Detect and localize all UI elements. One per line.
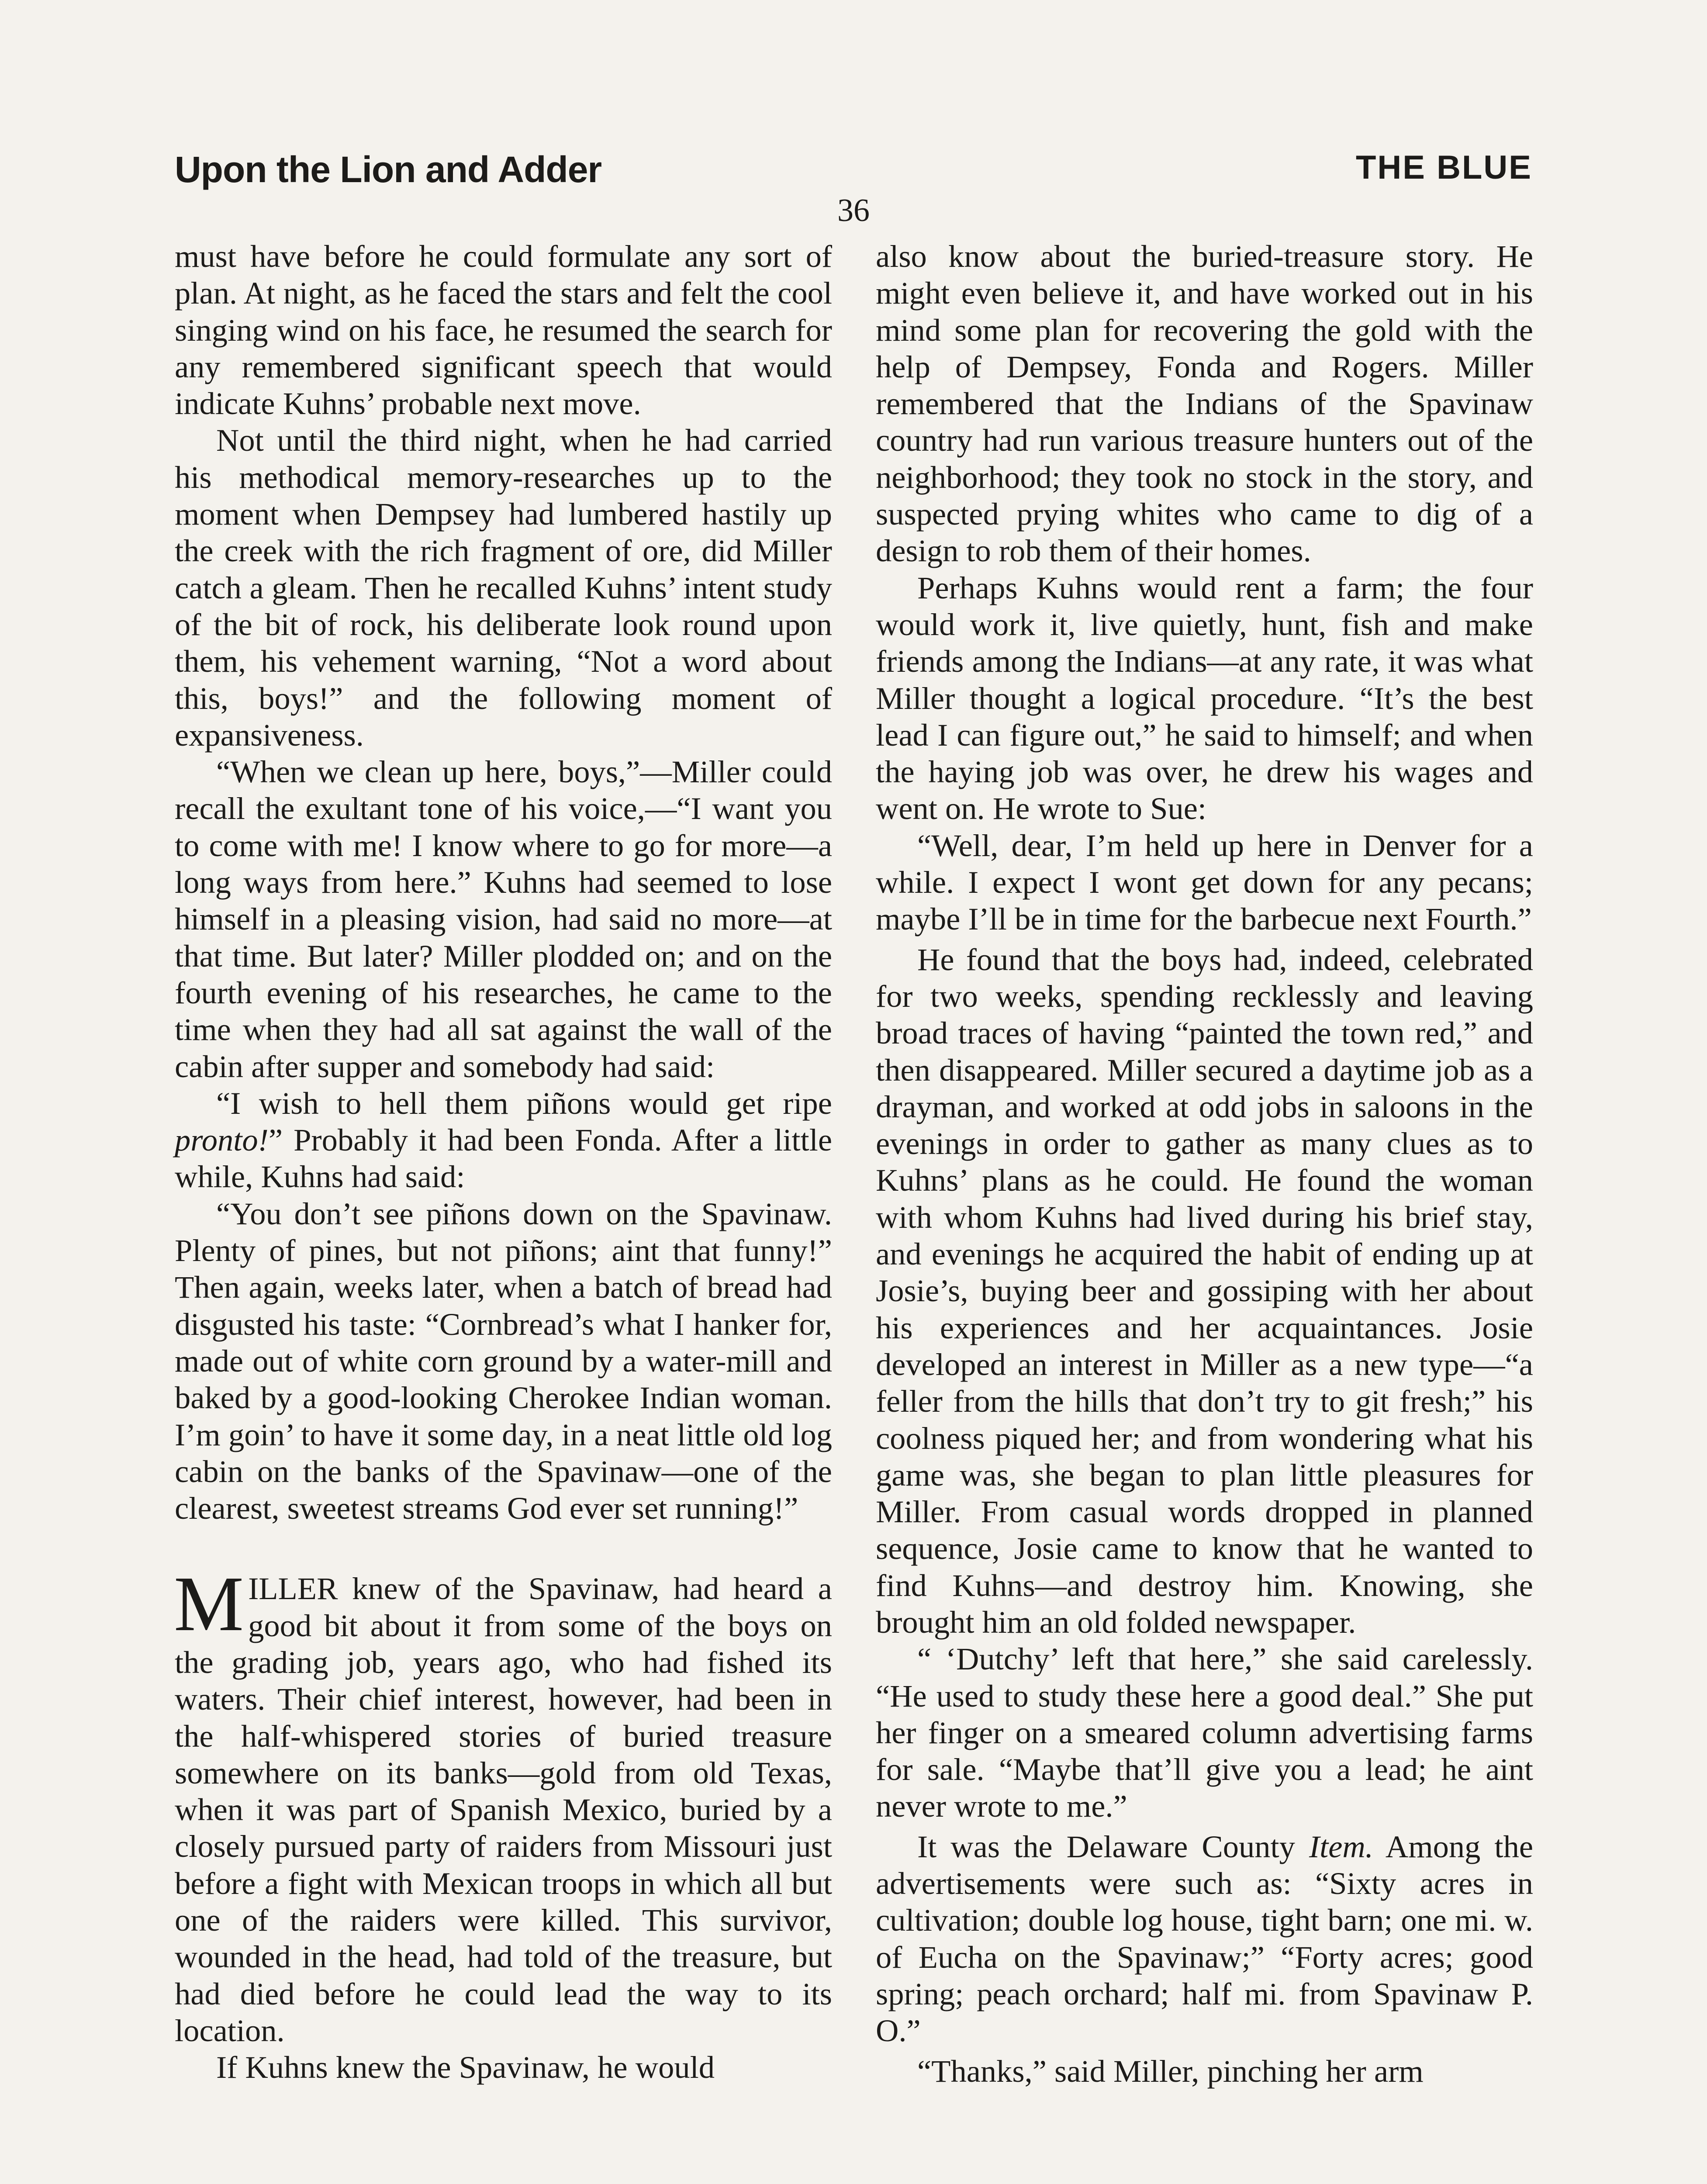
text-run: Among the advertisements were such as: “Sixty acres in cultivation; double log house, tight barn; one mi. w. of Eucha on the Spavinaw;” “Forty acres; good spring; peach orchard; half mi. from Spavinaw P. O.” bbox=[876, 1828, 1534, 2049]
paragraph: Not until the third night, when he had carried his methodical memory-researches up to the moment when Dempsey had lumbered hastily up the creek with the rich fragment of ore, did Miller catch a gleam. Then he recalled Kuhns’ intent study of the bit of rock, his deliberate look round upon them, his vehement warning, “Not a word about this, boys!” and the following moment of expansiveness. bbox=[175, 422, 832, 753]
right-column bbox=[876, 238, 1533, 2090]
paragraph bbox=[175, 1085, 832, 1196]
paragraph: “Thanks,” said Miller, pinching her arm bbox=[917, 2053, 1424, 2089]
text-run: knew of the Spavinaw, had heard a good bit about it from some of the boys on the grading job, years ago, who had fished its waters. Their chief interest, however, had been in the half-whispered stories of buried treasure somewhere on its banks—gold from old Texas, when it was part of Spanish Mexico, buried by a closely pursued party of raiders from Missouri just before a fight with Mexican troops in which all but one of the raiders were killed. This survivor, wounded in the head, had told of the treasure, but had died before he could lead the way to its location. bbox=[175, 1571, 832, 2048]
paragraph: If Kuhns knew the Spavinaw, he would bbox=[216, 2049, 715, 2085]
page-number: 36 bbox=[837, 193, 870, 228]
paragraph: must have before he could formulate any sort of plan. At night, as he faced the stars and felt the cool singing wind on his face, he resumed the search for any remembered significant speech that would indicate Kuhns’ probable next move. bbox=[175, 238, 832, 422]
paragraph: “ ‘Dutchy’ left that here,” she said carelessly. “He used to study these here a good deal.” She put her finger on a smeared column advertising farms for sale. “Maybe that’ll give you a lead; he aint never wrote to me.” bbox=[876, 1641, 1533, 1824]
small-caps-text: ILLER bbox=[248, 1571, 338, 1607]
italic-text: pronto! bbox=[175, 1122, 269, 1158]
text-run: It was the Delaware County bbox=[917, 1828, 1309, 1864]
text-run: “I wish to hell them piñons would get ripe bbox=[216, 1085, 832, 1121]
paragraph bbox=[876, 1828, 1533, 2049]
paragraph: Perhaps Kuhns would rent a farm; the four would work it, live quietly, hunt, fish and make friends among the Indians—at any rate, it was what Miller thought a logical procedure. “It’s the best lead I can figure out,” he said to himself; and when the haying job was over, he drew his wages and went on. He wrote to Sue: bbox=[876, 570, 1533, 826]
letter-quote: “Well, dear, I’m held up here in Denver for a while. I expect I wont get down for any pecans; maybe I’ll be in time for the barbecue next Fourth.” bbox=[876, 827, 1533, 937]
story-title: Upon the Lion and Adder bbox=[175, 149, 602, 190]
paragraph: “You don’t see piñons down on the Spavinaw. Plenty of pines, but not piñons; aint that funny!” Then again, weeks later, when a batch of bread had disgusted his taste: “Cornbread’s what I hanker for, made out of white corn ground by a water-mill and baked by a good-looking Cherokee Indian woman. I’m goin’ to have it some day, in a neat little old log cabin on the banks of the Spavinaw—one of the clearest, sweetest streams God ever set running!” bbox=[175, 1196, 832, 1526]
paragraph: He found that the boys had, indeed, celebrated for two weeks, spending recklessly and leaving broad traces of having “painted the town red,” and then disappeared. Miller secured a daytime job as a drayman, and worked at odd jobs in saloons in the evenings in order to gather as many clues as to Kuhns’ plans as he could. He found the woman with whom Kuhns had lived during his brief stay, and evenings he acquired the habit of ending up at Josie’s, buying beer and gossiping with her about his experiences and her acquaintances. Josie developed an interest in Miller as a new type—“a feller from the hills that don’t try to git fresh;” his coolness piqued her; and from wondering what his game was, she began to plan little pleasures for Miller. From casual words dropped in planned sequence, Josie came to know that he wanted to find Kuhns—and destroy him. Knowing, she brought him an old folded newspaper. bbox=[876, 941, 1533, 1640]
paragraph: also know about the buried-treasure story. He might even believe it, and have worked out in his mind some plan for recovering the gold with the help of Dempsey, Fonda and Rogers. Miller remembered that the Indians of the Spavinaw country had run various treasure hunters out of the neighborhood; they took no stock in the story, and suspected prying whites who came to dig of a design to rob them of their homes. bbox=[876, 238, 1533, 569]
drop-cap: M bbox=[174, 1560, 244, 1648]
left-column bbox=[175, 238, 832, 2086]
italic-text: Item. bbox=[1309, 1828, 1373, 1864]
section-opening-paragraph bbox=[174, 1560, 832, 2049]
paragraph: “When we clean up here, boys,”—Miller could recall the exultant tone of his voice,—“I want you to come with me! I know where to go for more—a long ways from here.” Kuhns had seemed to lose himself in a pleasing vision, had said no more—at that time. But later? Miller plodded on; and on the fourth evening of his researches, he came to the time when they had all sat against the wall of the cabin after supper and somebody had said: bbox=[175, 754, 832, 1084]
text-run: ” Probably it had been Fonda. After a little while, Kuhns had said: bbox=[175, 1122, 832, 1195]
magazine-name: THE BLUE bbox=[1356, 149, 1532, 186]
